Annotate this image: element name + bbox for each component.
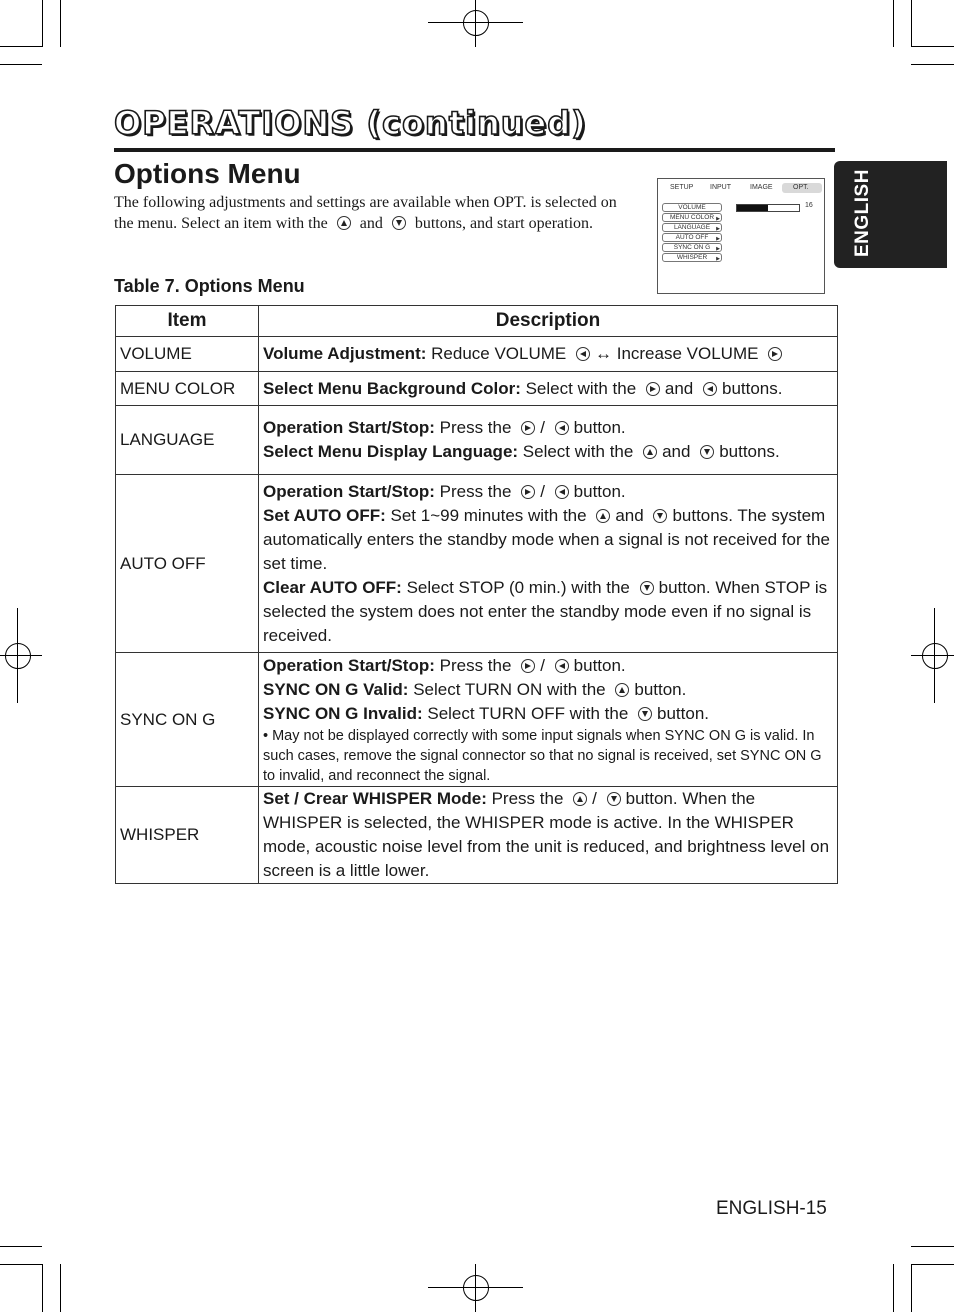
down-button-icon xyxy=(653,509,667,523)
row-desc-sync-on-g: Operation Start/Stop: Press the / button. SYNC ON G Valid: Select TURN ON with the button. SYNC ON G Invalid: Select TURN OFF with the button. • May not be displayed correctly with some input signals when SYNC ON G is valid. In such cases, remove the signal connector so that no signal is received, set SYNC ON G to invalid, and reconnect the signal. xyxy=(259,653,838,787)
right-button-icon xyxy=(521,659,535,673)
row-desc-whisper: Set / Crear WHISPER Mode: Press the / button. When the WHISPER is selected, the WHISPER mode is active. In the WHISPER mode, acoustic noise level from the unit is reduced, and brightness level on screen is a little lower. xyxy=(259,787,838,884)
row-item-whisper: WHISPER xyxy=(116,787,259,884)
sync-on-g-note: • May not be displayed correctly with some input signals when SYNC ON G is valid. In such cases, remove the signal connector so that no signal is received, set SYNC ON G to invalid, and reconnect the signal. xyxy=(263,727,822,784)
osd-volume-value: 16 xyxy=(805,202,813,209)
row-item-language: LANGUAGE xyxy=(116,406,259,475)
row-desc-language: Operation Start/Stop: Press the / button. Select Menu Display Language: Select with the and buttons. xyxy=(259,406,838,475)
osd-menu-illustration xyxy=(657,178,825,294)
row-desc-volume: Volume Adjustment: Reduce VOLUME ↔ Increase VOLUME xyxy=(259,337,838,372)
intro-and: and xyxy=(359,215,383,232)
row-desc-menu-color: Select Menu Background Color: Select with the and buttons. xyxy=(259,372,838,406)
osd-tab-input: INPUT xyxy=(710,184,731,191)
page-number: ENGLISH-15 xyxy=(716,1198,827,1219)
down-button-icon xyxy=(607,792,621,806)
osd-item-whisper: WHISPER ▶ xyxy=(662,253,722,262)
header-item: Item xyxy=(116,306,259,337)
table-header-row xyxy=(116,306,838,337)
down-button-icon xyxy=(700,445,714,459)
table-row xyxy=(116,337,838,372)
left-button-icon xyxy=(703,382,717,396)
osd-item-volume: VOLUME xyxy=(662,203,722,212)
english-side-tab xyxy=(834,161,947,268)
table-row xyxy=(116,406,838,475)
row-item-menu-color: MENU COLOR xyxy=(116,372,259,406)
page-title: OPERATIONS (continued) xyxy=(114,104,587,142)
right-button-icon xyxy=(646,382,660,396)
table-caption: Table 7. Options Menu xyxy=(114,276,305,296)
intro-part-1: The following adjustments and settings are available when OPT. is selected on the menu. Select an item with the xyxy=(114,194,617,232)
right-button-icon xyxy=(521,485,535,499)
right-button-icon xyxy=(768,347,782,361)
osd-tab-opt: OPT. xyxy=(782,183,822,193)
down-button-icon xyxy=(638,707,652,721)
row-item-sync-on-g: SYNC ON G xyxy=(116,653,259,787)
up-button-icon xyxy=(615,683,629,697)
table-row xyxy=(116,372,838,406)
left-button-icon xyxy=(555,485,569,499)
osd-item-menu-color: MENU COLOR ▶ xyxy=(662,213,722,222)
table-row xyxy=(116,475,838,653)
intro-text xyxy=(114,192,634,234)
osd-item-language: LANGUAGE ▶ xyxy=(662,223,722,232)
osd-tab-setup: SETUP xyxy=(670,184,694,191)
table-row xyxy=(116,787,838,884)
right-button-icon xyxy=(521,421,535,435)
up-button-icon xyxy=(643,445,657,459)
table-row xyxy=(116,653,838,787)
osd-item-auto-off: AUTO OFF ▶ xyxy=(662,233,722,242)
row-item-volume: VOLUME xyxy=(116,337,259,372)
row-item-auto-off: AUTO OFF xyxy=(116,475,259,653)
left-button-icon xyxy=(576,347,590,361)
left-button-icon xyxy=(555,659,569,673)
up-button-icon xyxy=(596,509,610,523)
down-button-icon xyxy=(392,216,406,230)
up-button-icon xyxy=(337,216,351,230)
english-tab-label: ENGLISH xyxy=(852,169,873,257)
title-rule xyxy=(114,148,835,152)
osd-item-sync-on-g: SYNC ON G ▶ xyxy=(662,243,722,252)
osd-tab-image: IMAGE xyxy=(750,184,773,191)
section-title: Options Menu xyxy=(114,158,301,189)
down-button-icon xyxy=(640,581,654,595)
options-table xyxy=(115,305,838,884)
osd-volume-bar xyxy=(736,204,800,212)
up-button-icon xyxy=(573,792,587,806)
osd-volume-fill xyxy=(737,205,768,211)
intro-part-2: buttons, and start operation. xyxy=(414,215,594,232)
left-button-icon xyxy=(555,421,569,435)
row-desc-auto-off: Operation Start/Stop: Press the / button. Set AUTO OFF: Set 1~99 minutes with the and buttons. The system automatically enters the standby mode when a signal is not received for the set time. Clear AUTO OFF: Select STOP (0 min.) with the button. When STOP is selected the system does not enter the standby mode even if no signal is received. xyxy=(259,475,838,653)
header-description: Description xyxy=(259,306,838,337)
